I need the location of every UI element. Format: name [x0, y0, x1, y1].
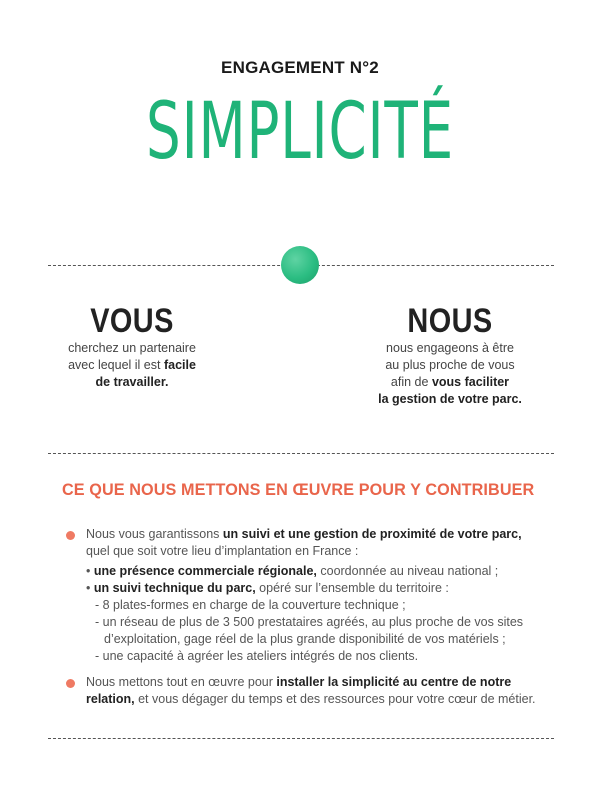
vous-text — [52, 340, 212, 391]
nous-line-1: nous engageons à être — [386, 341, 514, 355]
bullet-1-pre: Nous vous garantissons — [86, 527, 223, 541]
nous-title: NOUS — [407, 302, 493, 340]
detail-item-2b: d’exploitation, gage réel de la plus grande disponibilité de vos matériels ; — [104, 632, 506, 646]
nous-line-3-bold: vous faciliter — [431, 375, 510, 389]
sub-item-1-bold: une présence commerciale régionale, — [93, 564, 317, 578]
nous-line-4 — [360, 391, 540, 408]
page-title: SIMPLICITÉ — [146, 87, 454, 177]
bullet-2-bold: installer la simplicité au centre de notre — [276, 675, 512, 689]
divider-bottom — [48, 738, 554, 739]
bullet-dot-icon — [66, 679, 75, 688]
green-circle-icon — [281, 246, 319, 284]
bullet-1-line-1 — [86, 526, 523, 543]
vous-title: VOUS — [90, 302, 174, 340]
vous-line-3-bold: de travailler. — [95, 375, 169, 389]
vous-line-2-text: avec lequel il est — [68, 358, 164, 372]
vous-line-3 — [52, 374, 212, 391]
vous-line-2-bold: facile — [163, 358, 196, 372]
sub-item-2: • un suivi technique du parc, opéré sur l’ensemble du territoire : — [86, 581, 449, 595]
detail-item-3: - une capacité à agréer les ateliers intégrés de nos clients. — [95, 649, 419, 663]
nous-line-3-text: afin de — [390, 375, 432, 389]
section-title: CE QUE NOUS METTONS EN ŒUVRE POUR Y CONTRIBUER — [62, 481, 535, 499]
sub-item-1-rest: coordonnée au niveau national ; — [316, 564, 499, 578]
bullet-dot-icon — [66, 531, 75, 540]
nous-column — [360, 302, 540, 408]
bullet-2-line-2 — [86, 691, 536, 708]
sub-item-2-rest: opéré sur l’ensemble du territoire : — [255, 581, 449, 595]
bullet-2 — [86, 674, 536, 708]
sub-item-1: • une présence commerciale régionale, coordonnée au niveau national ; — [86, 564, 499, 578]
bullet-2-rest: et vous dégager du temps et des ressources pour votre cœur de métier. — [134, 692, 536, 706]
bullet-1-bold: un suivi et une gestion de proximité de votre parc, — [222, 527, 522, 541]
bullet-1-line-2: quel que soit votre lieu d’implantation en France : — [86, 544, 359, 558]
detail-item-1: - 8 plates-formes en charge de la couverture technique ; — [95, 598, 406, 612]
nous-text — [360, 340, 540, 408]
bullet-2-bold-2: relation, — [86, 692, 135, 706]
engagement-kicker: ENGAGEMENT N°2 — [221, 58, 379, 77]
vous-line-1: cherchez un partenaire — [68, 341, 196, 355]
vous-column — [52, 302, 212, 391]
vous-line-2 — [52, 357, 212, 374]
divider-middle — [48, 453, 554, 454]
bullet-2-pre: Nous mettons tout en œuvre pour — [86, 675, 277, 689]
bullet-1 — [86, 526, 523, 665]
detail-item-2a: - un réseau de plus de 3 500 prestataires agréés, au plus proche de vos sites — [95, 615, 524, 629]
bullet-2-line-1 — [86, 674, 536, 691]
nous-line-3 — [360, 374, 540, 391]
sub-item-2-bold: un suivi technique du parc, — [93, 581, 256, 595]
nous-line-4-bold: la gestion de votre parc. — [378, 392, 522, 406]
nous-line-2: au plus proche de vous — [385, 358, 515, 372]
